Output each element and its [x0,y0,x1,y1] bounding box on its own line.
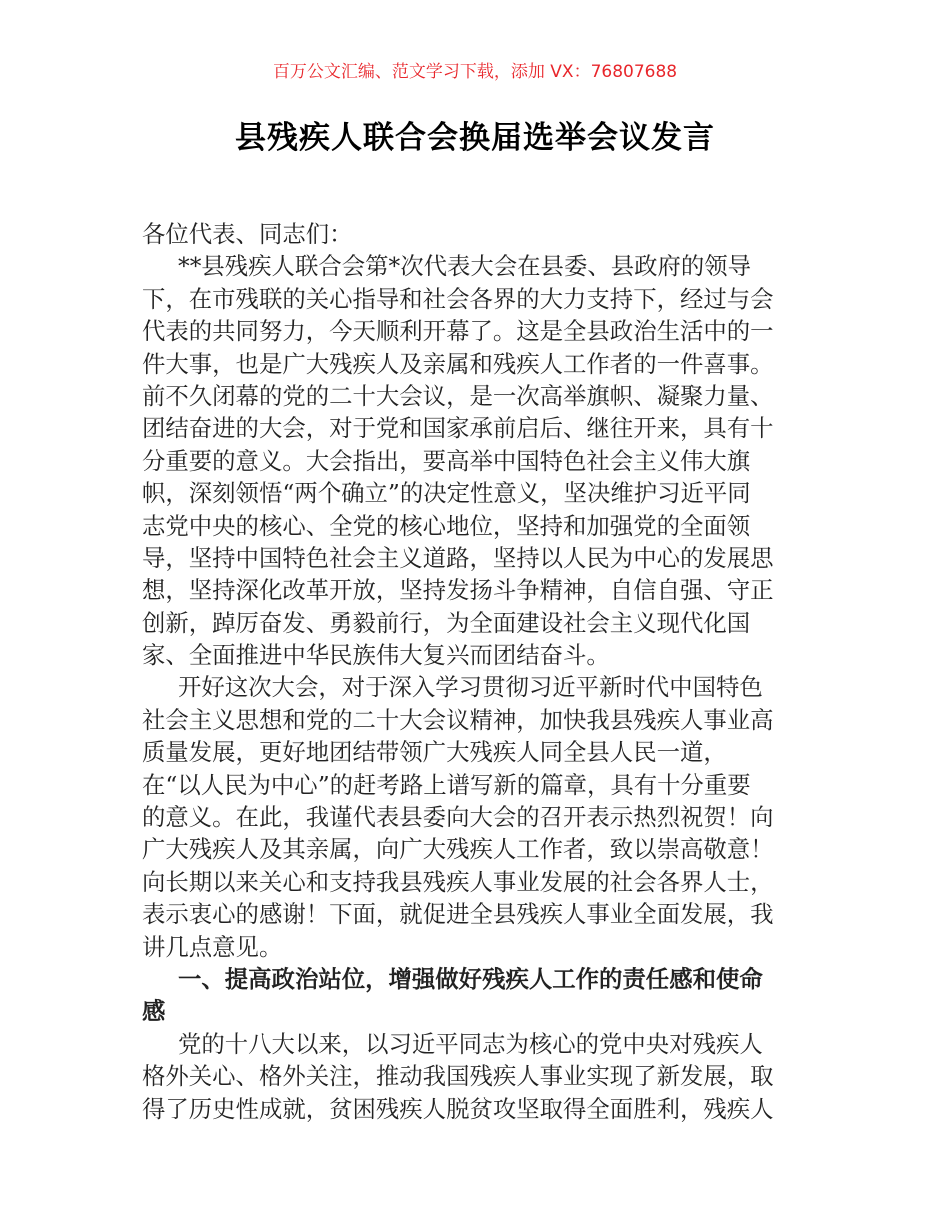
section-heading [142,963,822,1028]
text-line: 党的十八大以来，以习近平同志为核心的党中央对残疾人 [178,1029,763,1058]
text-line: 表示衷心的感谢！下面，就促进全县残疾人事业全面发展，我 [142,900,774,929]
text-line: 代表的共同努力，今天顺利开幕了。这是全县政治生活中的一 [142,317,774,346]
paragraph [142,671,822,963]
text-line: 质量发展，更好地团结带领广大残疾人同全县人民一道， [142,738,727,767]
text-line: 社会主义思想和党的二十大会议精神，加快我县残疾人事业高 [142,705,774,734]
text-line: 想，坚持深化改革开放，坚持发扬斗争精神，自信自强、守正 [142,576,774,605]
text-line: 讲几点意见。 [142,932,283,961]
text-line: 开好这次大会，对于深入学习贯彻习近平新时代中国特色 [178,673,763,702]
text-line: 的意义。在此，我谨代表县委向大会的召开表示热烈祝贺！向 [142,803,774,832]
text-line: 向长期以来关心和支持我县残疾人事业发展的社会各界人士， [142,867,774,896]
text-line: 帜，深刻领悟“两个确立”的决定性意义，坚决维护习近平同 [142,479,751,508]
text-line: 家、全面推进中华民族伟大复兴而团结奋斗。 [142,641,610,670]
text-line: **县残疾人联合会第*次代表大会在县委、县政府的领导 [178,252,752,281]
text-line: 件大事，也是广大残疾人及亲属和残疾人工作者的一件喜事。 [142,349,774,378]
text-line: 团结奋进的大会，对于党和国家承前启后、继往开来，具有十 [142,414,774,443]
text-line: 前不久闭幕的党的二十大会议，是一次高举旗帜、凝聚力量、 [142,381,774,410]
paragraph [142,1028,822,1125]
text-line: 志党中央的核心、全党的核心地位，坚持和加强党的全面领 [142,511,751,540]
document-body [142,218,822,1125]
text-line: 一、提高政治站位，增强做好残疾人工作的责任感和使命 [178,964,763,993]
text-line: 创新，踔厉奋发、勇毅前行，为全面建设社会主义现代化国 [142,608,751,637]
text-line: 广大残疾人及其亲属，向广大残疾人工作者，致以崇高敬意！ [142,835,774,864]
watermark-banner: 百万公文汇编、范文学习下载，添加 VX：76807688 [272,62,678,82]
text-line: 导，坚持中国特色社会主义道路，坚持以人民为中心的发展思 [142,543,774,572]
text-line: 格外关心、格外关注，推动我国残疾人事业实现了新发展，取 [142,1062,774,1091]
text-line: 感 [142,997,166,1026]
paragraph [142,250,822,671]
text-line: 分重要的意义。大会指出，要高举中国特色社会主义伟大旗 [142,446,751,475]
text-line: 各位代表、同志们： [142,220,353,248]
document-title: 县残疾人联合会换届选举会议发言 [235,120,715,156]
text-line: 下，在市残联的关心指导和社会各界的大力支持下，经过与会 [142,284,774,313]
paragraph [142,218,822,250]
text-line: 在“以人民为中心”的赶考路上谱写新的篇章，具有十分重要 [142,770,751,799]
text-line: 得了历史性成就，贫困残疾人脱贫攻坚取得全面胜利，残疾人 [142,1094,774,1123]
